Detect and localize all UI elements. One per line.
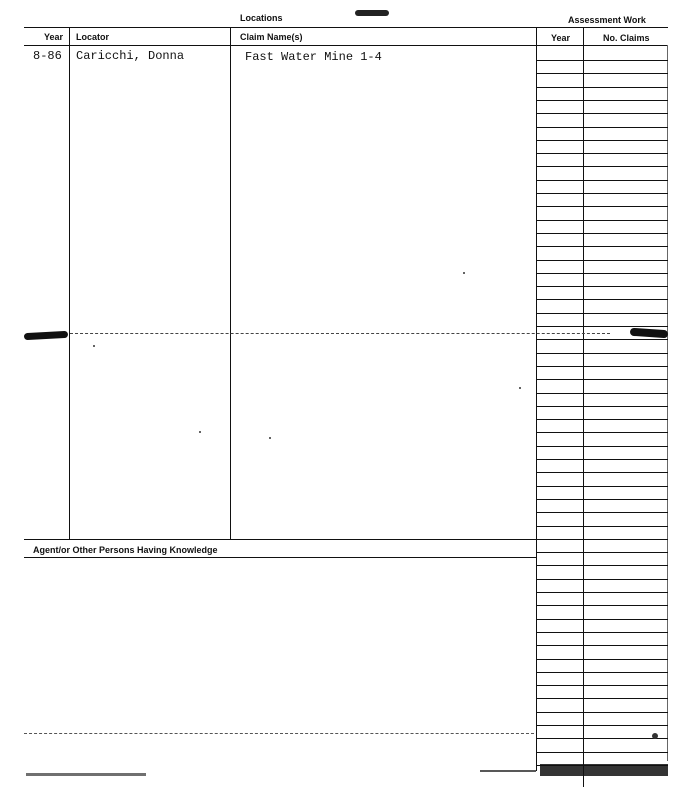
assessment-row-rule bbox=[536, 393, 668, 394]
agent-section-rule bbox=[24, 557, 536, 558]
bottom-signature-line bbox=[24, 733, 534, 734]
entry-claim-name: Fast Water Mine 1-4 bbox=[245, 50, 382, 64]
assessment-row-rule bbox=[536, 419, 668, 420]
assessment-row-rule bbox=[536, 180, 668, 181]
bottom-stroke bbox=[480, 770, 536, 772]
assessment-row-rule bbox=[536, 273, 668, 274]
col-aw-no-claims-header: No. Claims bbox=[603, 33, 650, 43]
assessment-row-rule bbox=[536, 526, 668, 527]
entry-locator: Caricchi, Donna bbox=[76, 49, 185, 63]
fold-line bbox=[70, 333, 610, 334]
assessment-row-rule bbox=[536, 379, 668, 380]
assessment-row-rule bbox=[536, 299, 668, 300]
assessment-row-rule bbox=[536, 512, 668, 513]
assessment-row-rule bbox=[536, 326, 668, 327]
assessment-row-rule bbox=[536, 645, 668, 646]
rule-year-locator bbox=[69, 27, 70, 539]
col-locator-header: Locator bbox=[76, 32, 110, 42]
assessment-row-rule bbox=[536, 738, 668, 739]
assessment-row-rule bbox=[536, 260, 668, 261]
speck bbox=[199, 431, 201, 433]
assessment-row-rule bbox=[536, 432, 668, 433]
assessment-row-rule bbox=[536, 100, 668, 101]
rule-locator-claim bbox=[230, 27, 231, 539]
speck bbox=[652, 733, 658, 739]
bottom-right-scan-mark bbox=[540, 764, 668, 776]
assessment-row-rule bbox=[536, 406, 668, 407]
assessment-row-rule bbox=[536, 60, 668, 61]
assessment-row-rule bbox=[536, 87, 668, 88]
header-bottom-rule bbox=[24, 45, 668, 46]
agent-section-top-rule bbox=[24, 539, 536, 540]
assessment-row-rule bbox=[536, 725, 668, 726]
assessment-row-rule bbox=[536, 659, 668, 660]
assessment-row-rule bbox=[536, 698, 668, 699]
assessment-row-rule bbox=[536, 220, 668, 221]
assessment-row-rule bbox=[536, 353, 668, 354]
assessment-row-rule bbox=[536, 712, 668, 713]
assessment-row-rule bbox=[536, 366, 668, 367]
assessment-row-rule bbox=[536, 619, 668, 620]
assessment-row-rule bbox=[536, 339, 668, 340]
assessment-row-rule bbox=[536, 206, 668, 207]
locations-heading: Locations bbox=[240, 13, 283, 23]
assessment-row-rule bbox=[536, 552, 668, 553]
left-punch-mark bbox=[24, 331, 68, 340]
bottom-left-scan-mark bbox=[26, 773, 146, 776]
assessment-row-rule bbox=[536, 233, 668, 234]
assessment-row-rule bbox=[536, 193, 668, 194]
assessment-row-rule bbox=[536, 459, 668, 460]
assessment-row-rule bbox=[536, 127, 668, 128]
col-year-header: Year bbox=[44, 32, 64, 42]
assessment-row-rule bbox=[536, 685, 668, 686]
assessment-row-rule bbox=[536, 499, 668, 500]
assessment-row-rule bbox=[536, 752, 668, 753]
assessment-row-rule bbox=[536, 446, 668, 447]
assessment-work-heading: Assessment Work bbox=[568, 15, 646, 25]
speck bbox=[269, 437, 271, 439]
assessment-row-rule bbox=[536, 672, 668, 673]
col-claim-names-header: Claim Name(s) bbox=[240, 32, 303, 42]
assessment-row-rule bbox=[536, 113, 668, 114]
assessment-row-rule bbox=[536, 486, 668, 487]
assessment-row-rule bbox=[536, 246, 668, 247]
assessment-row-rule bbox=[536, 539, 668, 540]
entry-year: 8-86 bbox=[33, 49, 62, 63]
col-aw-year-header: Year bbox=[551, 33, 571, 43]
assessment-row-rule bbox=[536, 166, 668, 167]
assessment-work-rows bbox=[536, 47, 668, 770]
speck bbox=[519, 387, 521, 389]
assessment-row-rule bbox=[536, 592, 668, 593]
scribble-mark bbox=[355, 10, 389, 16]
agent-section-label: Agent/or Other Persons Having Knowledge bbox=[33, 545, 218, 555]
assessment-row-rule bbox=[536, 73, 668, 74]
assessment-row-rule bbox=[536, 313, 668, 314]
assessment-row-rule bbox=[536, 286, 668, 287]
header-top-rule bbox=[24, 27, 668, 28]
assessment-row-rule bbox=[536, 579, 668, 580]
assessment-row-rule bbox=[536, 632, 668, 633]
assessment-row-rule bbox=[536, 605, 668, 606]
assessment-row-rule bbox=[536, 472, 668, 473]
speck bbox=[93, 345, 95, 347]
assessment-row-rule bbox=[536, 565, 668, 566]
assessment-row-rule bbox=[536, 140, 668, 141]
assessment-row-rule bbox=[536, 153, 668, 154]
speck bbox=[463, 272, 465, 274]
